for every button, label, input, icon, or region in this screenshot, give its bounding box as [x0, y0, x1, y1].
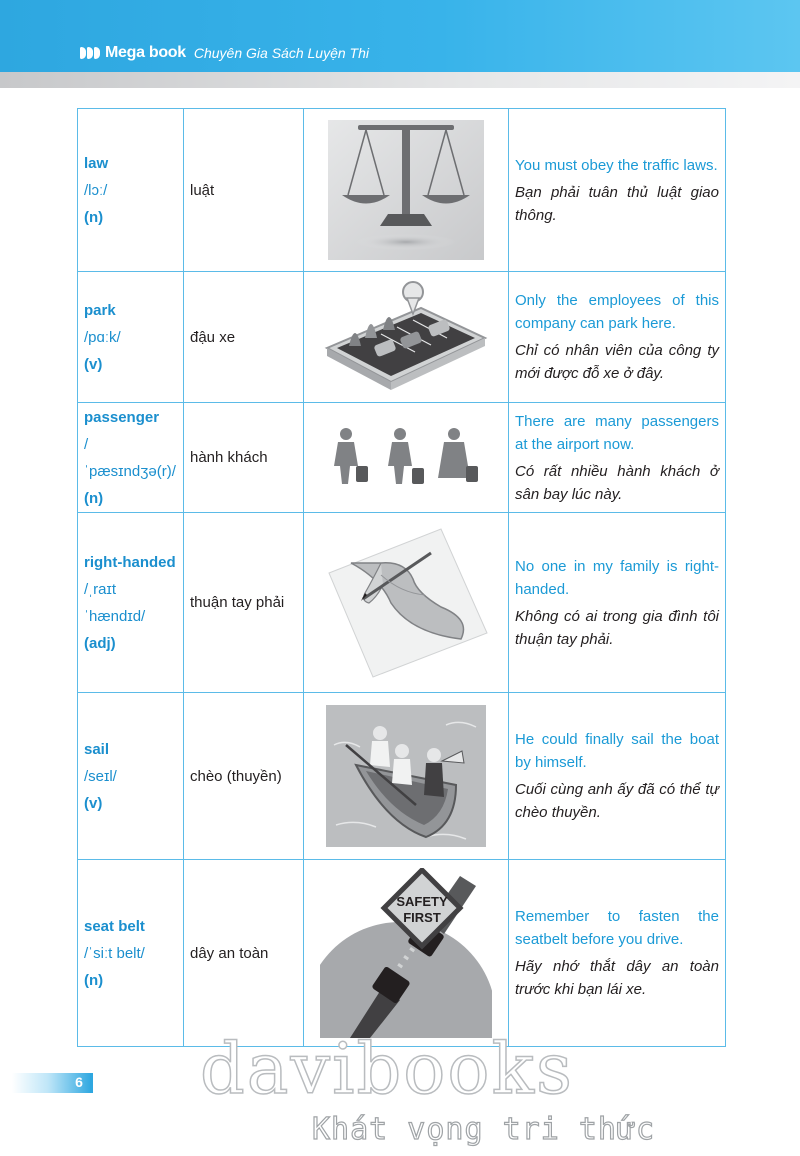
example-vietnamese: Chỉ có nhân viên của công ty mới được đỗ xe ở đây.	[515, 342, 719, 382]
word-cell	[78, 403, 184, 513]
rowing-boat-icon	[326, 705, 486, 847]
sign-text-safety: SAFETY	[396, 894, 448, 909]
image-cell	[304, 693, 509, 860]
ipa: /seɪl/	[84, 767, 117, 785]
image-cell	[304, 272, 509, 403]
example-vietnamese: Có rất nhiều hành khách ở sân bay lúc này.	[515, 462, 719, 503]
meaning-cell: đậu xe	[184, 272, 304, 403]
example-english: Remember to fasten the seatbelt before you drive.	[515, 908, 719, 948]
word: passenger	[84, 408, 160, 426]
word-cell	[78, 860, 184, 1047]
image-cell	[304, 109, 509, 272]
part-of-speech: (n)	[84, 971, 104, 989]
watermark-title: davibooks	[200, 1028, 574, 1110]
word: law	[84, 154, 109, 172]
brand	[80, 44, 369, 62]
ipa: /ˈsiːt belt/	[84, 944, 145, 962]
word: sail	[84, 740, 110, 758]
meaning-cell: thuận tay phải	[184, 513, 304, 693]
part-of-speech: (n)	[84, 489, 104, 507]
example-english: There are many passengers at the airport now.	[515, 412, 719, 453]
example-cell	[509, 860, 726, 1047]
ipa: /ˌraɪt ˈhændɪd/	[84, 580, 146, 625]
megabook-logo-icon	[80, 47, 101, 59]
sign-text-first: FIRST	[403, 910, 441, 925]
example-english: You must obey the traffic laws.	[515, 156, 718, 174]
scales-of-justice-icon	[328, 120, 484, 260]
meaning-cell: dây an toàn	[184, 860, 304, 1047]
vocabulary-table	[77, 108, 726, 1047]
table-row	[78, 860, 726, 1047]
hand-writing-icon	[321, 523, 491, 683]
example-vietnamese: Bạn phải tuân thủ luật giao thông.	[515, 183, 719, 224]
parking-lot-tablet-icon	[321, 278, 491, 396]
image-cell	[304, 513, 509, 693]
example-english: No one in my family is right-handed.	[515, 557, 719, 598]
seatbelt-safety-first-icon	[320, 868, 492, 1038]
page-number-edge	[90, 1073, 93, 1093]
part-of-speech: (v)	[84, 794, 103, 812]
brand-name: Mega book	[105, 44, 186, 61]
example-vietnamese: Cuối cùng anh ấy đã có thể tự chèo thuyền.	[515, 781, 719, 821]
example-english: Only the employees of this company can park here.	[515, 292, 719, 332]
table-row	[78, 513, 726, 693]
travelers-with-luggage-icon	[328, 426, 484, 490]
example-cell	[509, 272, 726, 403]
header-band	[0, 0, 800, 78]
meaning-cell: luật	[184, 109, 304, 272]
meaning-cell: chèo (thuyền)	[184, 693, 304, 860]
table-row	[78, 693, 726, 860]
word-cell	[78, 109, 184, 272]
table-row	[78, 272, 726, 403]
image-cell	[304, 403, 509, 513]
header-shadow	[0, 72, 800, 88]
ipa: /ˈpæsɪndʒə(r)/	[84, 435, 176, 480]
example-cell	[509, 693, 726, 860]
page-header	[0, 0, 800, 88]
table-row	[78, 403, 726, 513]
watermark-subtitle: Khát vọng tri thức	[312, 1112, 656, 1147]
example-vietnamese: Hãy nhớ thắt dây an toàn trước khi bạn lái xe.	[515, 958, 719, 998]
brand-tagline: Chuyên Gia Sách Luyện Thi	[193, 45, 369, 61]
image-cell	[304, 860, 509, 1047]
page-number: 6	[75, 1074, 83, 1090]
ipa: /pɑːk/	[84, 328, 121, 346]
word: right-handed	[84, 553, 176, 571]
meaning-cell: hành khách	[184, 403, 304, 513]
example-cell	[509, 109, 726, 272]
word: seat belt	[84, 917, 145, 935]
ipa: /lɔː/	[84, 181, 108, 199]
word-cell	[78, 513, 184, 693]
example-vietnamese: Không có ai trong gia đình tôi thuận tay phải.	[515, 607, 719, 648]
word: park	[84, 301, 116, 319]
example-cell	[509, 513, 726, 693]
part-of-speech: (n)	[84, 208, 104, 226]
word-cell	[78, 272, 184, 403]
example-cell	[509, 403, 726, 513]
table-row	[78, 109, 726, 272]
example-english: He could finally sail the boat by himself.	[515, 731, 719, 771]
word-cell	[78, 693, 184, 860]
part-of-speech: (v)	[84, 355, 103, 373]
part-of-speech: (adj)	[84, 634, 116, 652]
